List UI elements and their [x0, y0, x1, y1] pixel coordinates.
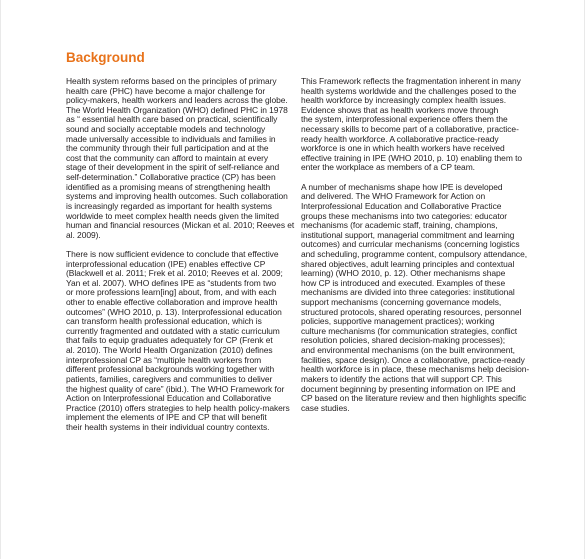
text-line: stage of their development in the spirit of self-reliance and [66, 162, 280, 173]
text-line: interprofessional education (IPE) enables effective CP [66, 258, 266, 269]
right-text-column [301, 76, 530, 413]
text-line: implement the elements of IPE and CP that will benefit [66, 412, 267, 423]
paragraph [66, 250, 288, 433]
text-line: how CP is introduced and executed. Examples of these [301, 277, 506, 288]
text-line: other to enable effective collaboration and improve health [66, 297, 278, 308]
text-line: This Framework reflects the fragmentation inherent in many [301, 76, 521, 86]
text-line: facilities, space design). Once a collaborative, practice-ready [301, 354, 525, 365]
text-line: the highest quality of care” (ibid.). The WHO Framework for [66, 383, 285, 394]
text-line: support mechanisms (concerning governance models, [301, 297, 502, 308]
text-line: Health system reforms based on the principles of primary [66, 76, 277, 86]
text-line: al. 2009). [66, 229, 101, 240]
text-line: structured protocols, shared operating resources, personnel [301, 306, 522, 317]
text-line: ready health workforce. A collaborative practice-ready [301, 133, 499, 144]
text-line: interprofessional CP as “multiple health workers from [66, 354, 262, 365]
text-line: shared objectives, adult learning principles and contextual [301, 258, 515, 269]
text-line: and environmental mechanisms (on the built environment, [301, 345, 515, 356]
text-line: (Blackwell et al. 2011; Frek et al. 2010; Reeves et al. 2009; [66, 268, 283, 279]
text-line: health systems worldwide and the challenges posed to the [301, 85, 517, 96]
text-line: as “ essential health care based on practical, scientifically [66, 114, 278, 125]
text-line: that fails to equip graduates adequately for CP (Frenk et [66, 335, 273, 346]
text-line: Evidence shows that as health workers move through [301, 104, 499, 115]
paragraph [66, 76, 295, 240]
text-line: The World Health Organization (WHO) defined PHC in 1978 [66, 104, 288, 115]
text-line: culture mechanisms (for communication strategies, conflict [301, 325, 518, 336]
text-line: cost that the community can afford to maintain at every [66, 152, 269, 163]
text-line: different professional backgrounds working together with [66, 364, 275, 375]
paragraph [301, 181, 530, 414]
text-line: effective training in IPE (WHO 2010, p. 10) enabling them to [301, 152, 523, 163]
text-line: enter the workplace as members of a CP team. [301, 162, 475, 173]
left-text-column [66, 76, 295, 433]
text-line: makers to identify the actions that will support CP. This [301, 373, 502, 384]
text-line: the community through their full participation and at the [66, 143, 269, 154]
text-line: and delivered. The WHO Framework for Action on [301, 191, 486, 202]
text-line: mechanisms (for academic staff, training, champions, [301, 220, 498, 231]
text-line: Interprofessional Education and Collaborative Practice [301, 200, 502, 211]
text-line: health workforce by increasingly complex health issues. [301, 95, 507, 106]
text-line: CP based on the literature review and then highlights specific [301, 393, 527, 404]
text-line: and scheduling, programme content, compulsory attendance, [301, 248, 528, 259]
text-line: workforce is one in which health workers have received [301, 143, 505, 154]
text-line: document beginning by presenting information on IPE and [301, 383, 516, 394]
text-line: There is now sufficient evidence to conclude that effective [66, 248, 279, 259]
text-line: the system, interprofessional experience offers them the [301, 114, 508, 125]
text-line: resolution policies, shared decision-making processes); [301, 335, 506, 346]
text-line: health workforce is in place, these mechanisms help decision- [301, 364, 530, 375]
text-line: currently fragmented and outdated with a static curriculum [66, 325, 280, 336]
text-line: or more professions learn[ing] about, from, and with each [66, 287, 277, 298]
text-line: Practice (2010) offers strategies to help health policy-makers [66, 402, 290, 413]
text-line: health care (PHC) have become a major challenge for [66, 85, 266, 96]
text-line: patients, families, caregivers and communities to deliver [66, 373, 273, 384]
text-line: self-determination.” Collaborative practice (CP) has been [66, 172, 276, 183]
text-line: A number of mechanisms shape how IPE is developed [301, 181, 503, 192]
text-line: necessary skills to become part of a collaborative, practice- [301, 124, 519, 135]
section-heading: Background [66, 50, 145, 65]
text-line: identified as a promising means of strengthening health [66, 181, 271, 192]
text-line: policies, supportive management practices); working [301, 316, 495, 327]
text-line: outcomes) and curricular mechanisms (concerning logistics [301, 239, 520, 250]
text-line: can transform health professional education, which is [66, 316, 262, 327]
text-line: Yan et al. 2007). WHO defines IPE as “students from two [66, 277, 276, 288]
text-line: sound and socially acceptable models and technology [66, 124, 266, 135]
text-line: worldwide to meet complex health needs given the limited [66, 210, 279, 221]
paragraph [301, 77, 523, 173]
text-line: their health systems in their individual country contexts. [66, 421, 270, 432]
text-line: Action on Interprofessional Education and Collaborative [66, 393, 272, 404]
text-line: made universally accessible to individuals and families in [66, 133, 276, 144]
text-line: mechanisms are divided into three categories: institutional [301, 287, 515, 298]
text-line: al. 2010). The World Health Organization (2010) defines [66, 345, 273, 356]
text-line: is increasingly regarded as important for health systems [66, 200, 272, 211]
text-line: human and financial resources (Mickan et al. 2010; Reeves et [66, 220, 295, 231]
text-line: policy-makers, health workers and leaders across the globe. [66, 95, 288, 106]
text-line: systems and improving health outcomes. Such collaboration [66, 191, 288, 202]
text-line: groups these mechanisms into two categories: educator [301, 210, 508, 221]
text-line: outcomes” (WHO 2010, p. 13). Interprofessional education [66, 306, 282, 317]
text-line: case studies. [301, 402, 350, 413]
text-line: institutional support, managerial commitment and learning [301, 229, 515, 240]
text-line: learning) (WHO 2010, p. 12). Other mechanisms shape [301, 268, 506, 279]
